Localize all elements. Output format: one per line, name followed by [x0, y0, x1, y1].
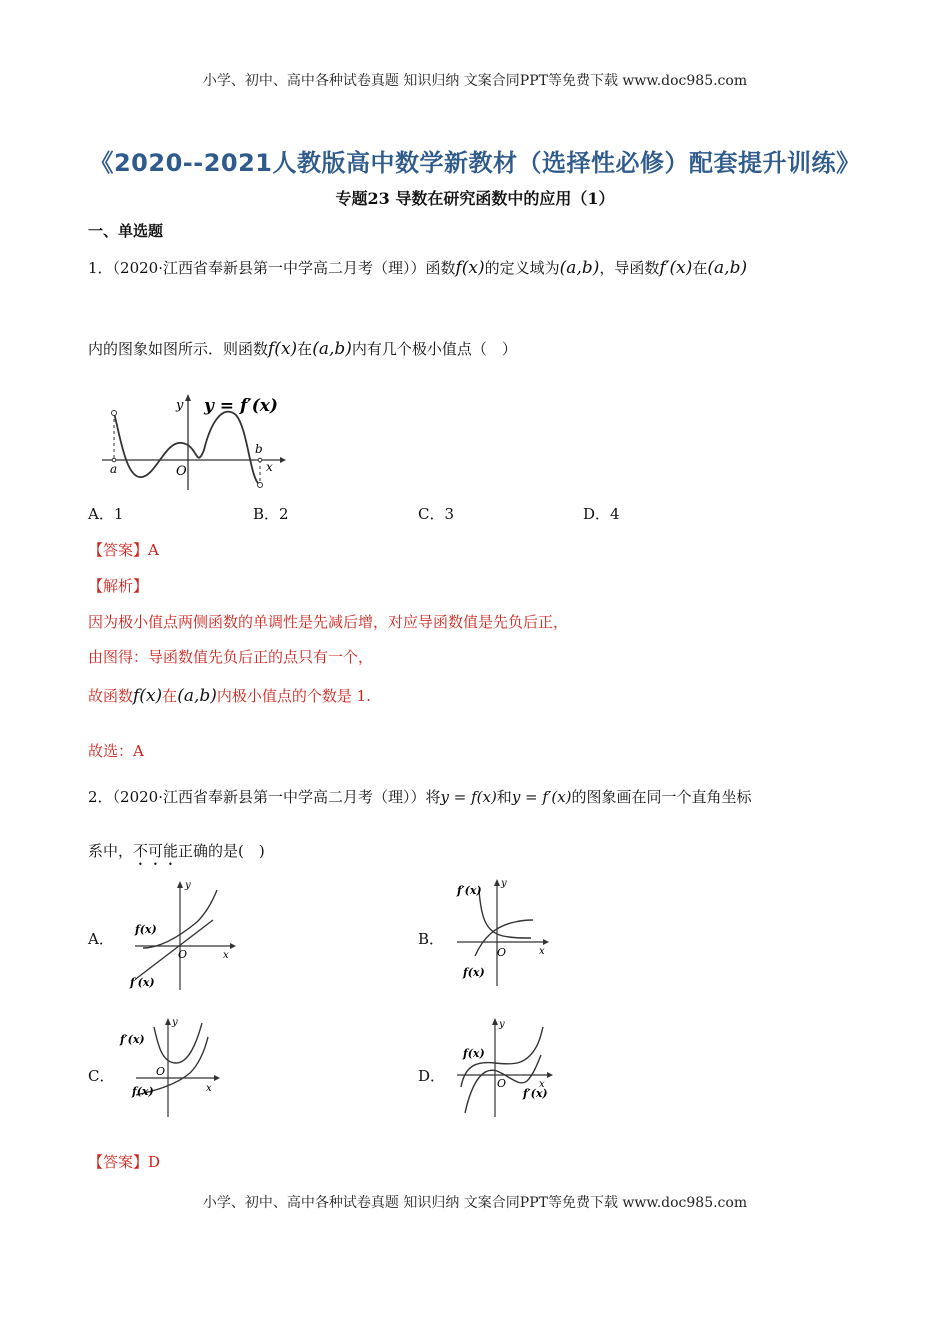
- answer-2: 【答案】D: [88, 1153, 161, 1171]
- svg-text:y: y: [172, 1017, 178, 1028]
- question-1-line-1: [88, 257, 747, 278]
- y-axis-arrow: [185, 394, 191, 401]
- math-fx: f(x): [133, 686, 163, 706]
- text-fragment: 内的图象如图所示．则函数: [88, 340, 269, 358]
- derivative-graph: [100, 385, 290, 495]
- graph-option-a: [125, 878, 240, 993]
- svg-text:x: x: [206, 1083, 212, 1094]
- analysis-line-1: 因为极小值点两侧函数的单调性是先减后增，对应导函数值是先负后正，: [88, 613, 569, 631]
- endpoint-b: [258, 483, 263, 488]
- question-2-line-1: [88, 786, 752, 807]
- graph-origin-label: O: [176, 464, 187, 479]
- svg-text:x: x: [539, 946, 545, 957]
- svg-text:O: O: [178, 948, 188, 961]
- math-ab: (a,b): [177, 686, 217, 706]
- graph-a-label: a: [110, 462, 118, 476]
- math-fx: f(x): [268, 339, 298, 359]
- text-fragment: 在: [162, 687, 178, 705]
- svg-text:y: y: [501, 878, 507, 889]
- text-fragment: 在: [297, 340, 313, 358]
- svg-text:f′(x): f′(x): [523, 1087, 548, 1100]
- page-footer: 小学、初中、高中各种试卷真题 知识归纳 文案合同PPT等免费下载 www.doc985.com: [202, 1195, 748, 1211]
- math-fx: f(x): [455, 258, 485, 278]
- graph-option-c: [118, 1015, 228, 1120]
- svg-text:x: x: [223, 950, 229, 961]
- emphasized-text: 不可能: [133, 842, 179, 860]
- question-1-line-2: [88, 338, 517, 359]
- section-heading: 一、单选题: [88, 222, 164, 240]
- svg-text:f′(x): f′(x): [457, 884, 482, 897]
- text-fragment: 的定义域为: [484, 259, 560, 277]
- q2-option-b-label: B．: [418, 930, 445, 948]
- graph-x-label: x: [266, 460, 273, 474]
- analysis-label-1: 【解析】: [88, 577, 149, 595]
- question-number: 2．: [88, 788, 113, 806]
- answer-1: 【答案】A: [88, 541, 159, 559]
- math-ab: (a,b): [707, 258, 748, 278]
- q2-option-a-label: A．: [88, 930, 114, 948]
- svg-text:O: O: [156, 1065, 166, 1078]
- svg-text:f(x): f(x): [132, 1085, 154, 1098]
- derivative-curve: [479, 890, 531, 938]
- point-b: [258, 458, 262, 462]
- q2-option-d-label: D．: [418, 1067, 446, 1085]
- svg-text:y: y: [499, 1019, 505, 1030]
- svg-text:O: O: [497, 946, 507, 959]
- text-fragment: 内极小值点的个数是 1.: [216, 687, 371, 705]
- option-b: B．2: [253, 505, 289, 523]
- question-source: （2020·江西省奉新县第一中学高二月考（理））函数: [112, 259, 456, 277]
- svg-text:f(x): f(x): [463, 1047, 485, 1060]
- analysis-line-3: [88, 685, 371, 706]
- svg-text:f′(x): f′(x): [130, 976, 155, 989]
- document-subtitle: 专题23 导数在研究函数中的应用（1）: [335, 189, 615, 208]
- graph-option-d: [455, 1015, 565, 1120]
- text-fragment: 和: [496, 788, 512, 806]
- derivative-curve: [154, 1023, 202, 1063]
- math-ab: (a,b): [559, 258, 600, 278]
- option-c: C．3: [418, 505, 455, 523]
- question-number: 1．: [88, 259, 113, 277]
- x-axis-arrow: [280, 457, 286, 463]
- graph-y-label: y: [176, 398, 184, 413]
- conclusion-1: 故选：A: [88, 742, 144, 760]
- analysis-line-2: 由图得：导函数值先负后正的点只有一个，: [88, 648, 374, 666]
- text-fragment: 内有几个极小值点（ ）: [351, 340, 517, 358]
- graph-b-label: b: [255, 442, 263, 456]
- svg-text:x: x: [539, 1079, 545, 1090]
- graph-curve-label: y = f′(x): [204, 396, 278, 416]
- math-fpx: f′(x): [659, 258, 693, 278]
- math-y-fpx: y = f′(x): [511, 788, 572, 806]
- text-fragment: 正确的是( ): [178, 842, 265, 860]
- option-d: D．4: [583, 505, 620, 523]
- text-fragment: 系中，: [88, 842, 134, 860]
- graph-option-b: [455, 876, 555, 991]
- svg-text:f(x): f(x): [135, 923, 157, 936]
- option-a: A．1: [88, 505, 124, 523]
- math-ab: (a,b): [312, 339, 352, 359]
- endpoint-a: [112, 411, 117, 416]
- text-fragment: 的图象画在同一个直角坐标: [571, 788, 752, 806]
- page-header: 小学、初中、高中各种试卷真题 知识归纳 文案合同PPT等免费下载 www.doc985.com: [202, 73, 748, 89]
- svg-text:f′(x): f′(x): [120, 1033, 145, 1046]
- question-source: （2020·江西省奉新县第一中学高二月考（理））将: [112, 788, 441, 806]
- math-y-fx: y = f(x): [440, 788, 497, 806]
- q2-option-c-label: C．: [88, 1067, 115, 1085]
- text-fragment: 故函数: [88, 687, 134, 705]
- document-title: 《2020--2021人教版高中数学新教材（选择性必修）配套提升训练》: [89, 149, 861, 177]
- text-fragment: 在: [692, 259, 708, 277]
- svg-text:y: y: [185, 880, 191, 891]
- svg-text:f(x): f(x): [463, 966, 485, 979]
- question-2-line-2: [88, 840, 265, 869]
- svg-text:O: O: [497, 1077, 507, 1090]
- text-fragment: ，导函数: [599, 259, 660, 277]
- derivative-curve: [114, 412, 260, 485]
